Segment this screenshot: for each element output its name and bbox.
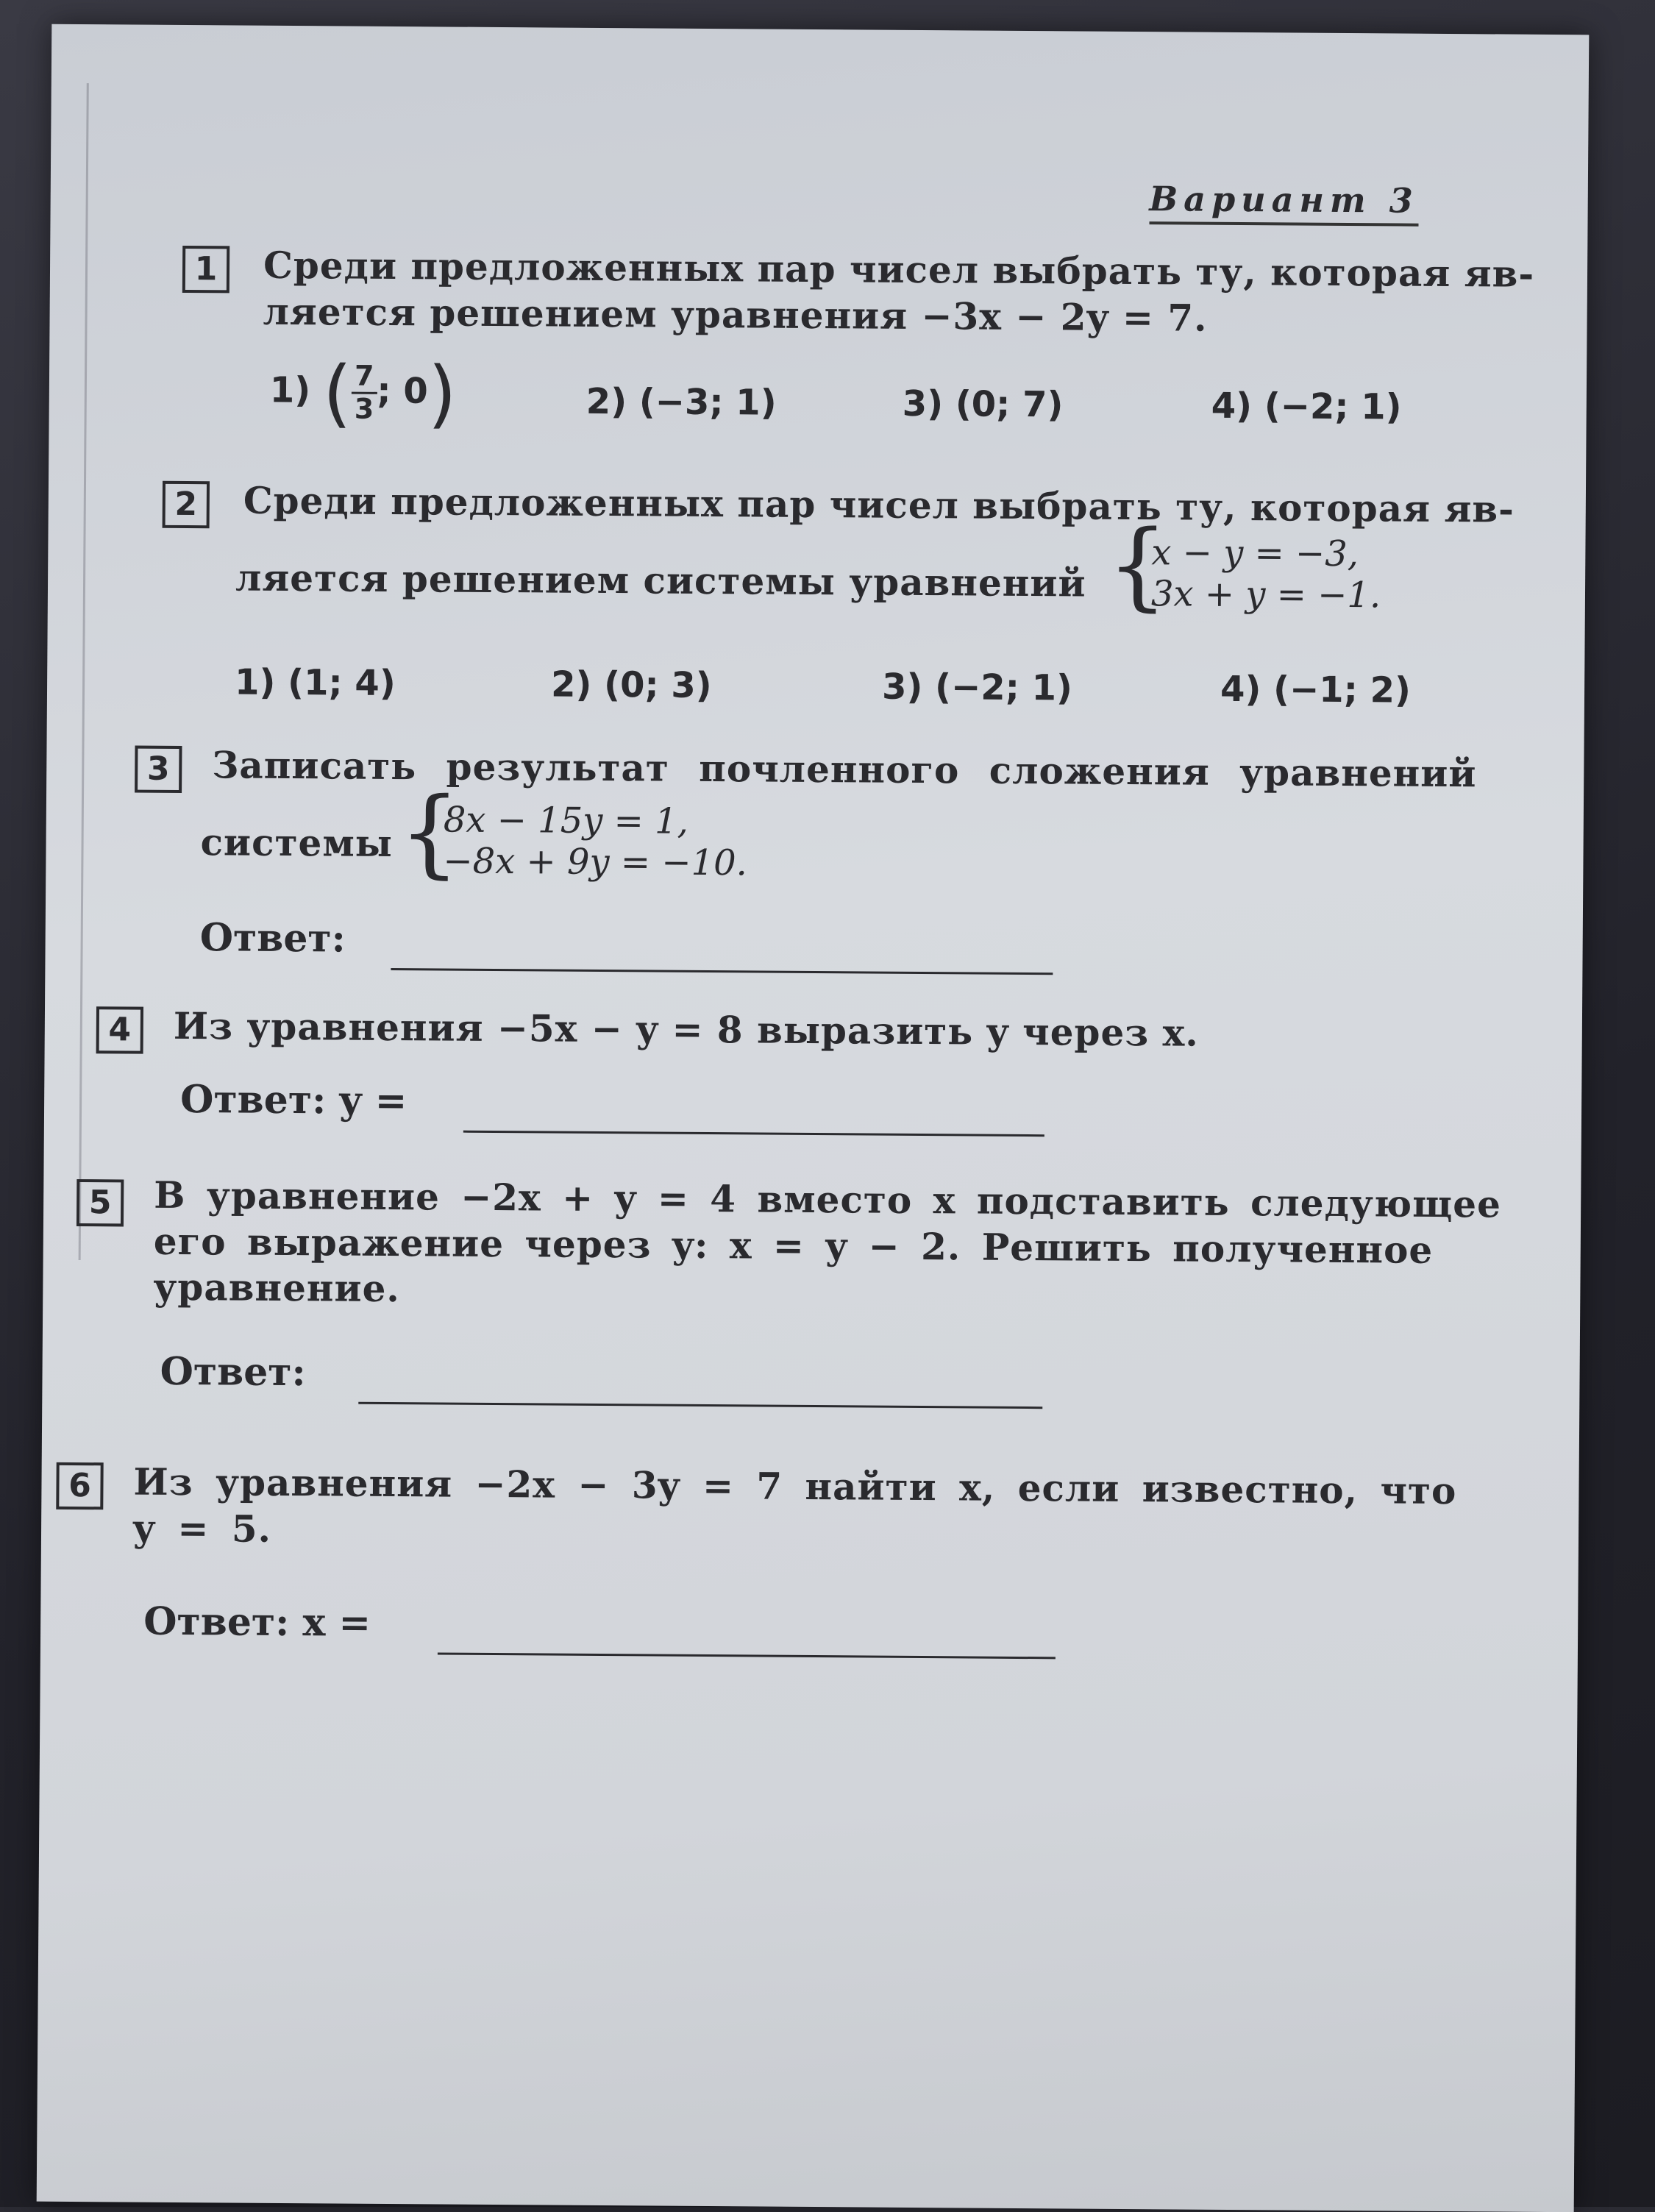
task-2-option-4: 4) (−1; 2) bbox=[1220, 668, 1412, 711]
task-1-text bbox=[263, 243, 1534, 344]
fraction-numerator: 7 bbox=[352, 361, 377, 394]
option-1-label: 1) bbox=[269, 369, 311, 411]
page-fold bbox=[79, 83, 89, 1260]
task-2-option-2: 2) (0; 3) bbox=[550, 664, 712, 707]
task-5-line-3: уравнение. bbox=[153, 1265, 400, 1311]
task-1-line-2: ляется решением уравнения −3x − 2y = 7. bbox=[263, 289, 1208, 340]
task-3-answer-line[interactable] bbox=[391, 968, 1053, 975]
paren-open: ( bbox=[322, 349, 352, 436]
task-1-number: 1 bbox=[182, 246, 229, 293]
task-5-number: 5 bbox=[76, 1179, 124, 1226]
task-6-text bbox=[133, 1459, 1457, 1561]
task-2-number: 2 bbox=[163, 481, 210, 528]
fraction-denominator: 3 bbox=[354, 392, 374, 425]
task-2-option-1: 1) (1; 4) bbox=[234, 661, 396, 705]
option-1-rest: ; 0 bbox=[377, 370, 428, 412]
task-1-option-2: 2) (−3; 1) bbox=[586, 380, 777, 424]
task-3-brace: { bbox=[399, 776, 460, 889]
task-2-line-2: ляется решением системы уравнений bbox=[235, 555, 1086, 605]
task-2-brace: { bbox=[1106, 508, 1169, 622]
task-1-option-3: 3) (0; 7) bbox=[902, 383, 1064, 426]
task-2-equation-2: 3x + y = −1. bbox=[1150, 573, 1381, 616]
task-5-answer-line[interactable] bbox=[358, 1402, 1042, 1409]
paren-close: ) bbox=[427, 350, 458, 437]
task-2-option-3: 3) (−2; 1) bbox=[881, 666, 1073, 709]
task-2-line-1: Среди предложенных пар чисел выбрать ту, которая яв- bbox=[243, 478, 1515, 531]
fraction bbox=[352, 361, 377, 425]
task-6-answer-line[interactable] bbox=[438, 1652, 1056, 1659]
task-3-answer-label: Ответ: bbox=[199, 915, 346, 961]
task-4-answer-label: Ответ: y = bbox=[179, 1076, 407, 1124]
task-5-answer-label: Ответ: bbox=[160, 1348, 306, 1395]
task-2-options bbox=[235, 661, 1522, 722]
task-4-answer-line[interactable] bbox=[463, 1131, 1044, 1137]
worksheet-page bbox=[37, 24, 1590, 2212]
task-3-line-2: системы bbox=[200, 820, 394, 866]
task-3-number: 3 bbox=[135, 746, 182, 793]
task-4-number: 4 bbox=[96, 1006, 143, 1053]
task-4-line-1: Из уравнения −5x − y = 8 выразить y через x. bbox=[173, 1003, 1200, 1055]
task-3-equation-1: 8x − 15y = 1, bbox=[443, 799, 689, 842]
task-3-equation-2: −8x + 9y = −10. bbox=[443, 840, 748, 884]
task-5-line-1: В уравнение −2x + y = 4 вместо x подставить следующее bbox=[154, 1173, 1502, 1226]
task-1-line-1: Среди предложенных пар чисел выбрать ту, которая яв- bbox=[263, 243, 1535, 296]
task-1-options bbox=[269, 349, 1520, 461]
variant-title: Вариант 3 bbox=[1149, 179, 1419, 227]
task-3-system bbox=[443, 799, 747, 883]
task-1-option-4: 4) (−2; 1) bbox=[1211, 385, 1402, 428]
task-6-line-1: Из уравнения −2x − 3y = 7 найти x, если известно, что bbox=[133, 1459, 1457, 1513]
task-2-system bbox=[1151, 532, 1381, 616]
task-5-text bbox=[153, 1173, 1501, 1320]
task-1-option-1 bbox=[269, 349, 457, 437]
task-6-line-2: y = 5. bbox=[132, 1506, 272, 1551]
task-2-equation-1: x − y = −3, bbox=[1151, 532, 1359, 575]
task-3-line-1: Записать результат почленного сложения уравнений bbox=[212, 743, 1477, 796]
task-6-answer-label: Ответ: x = bbox=[143, 1598, 371, 1646]
task-6-number: 6 bbox=[56, 1462, 103, 1509]
task-5-line-2: его выражение через y: x = y − 2. Решить полученное bbox=[153, 1219, 1434, 1272]
